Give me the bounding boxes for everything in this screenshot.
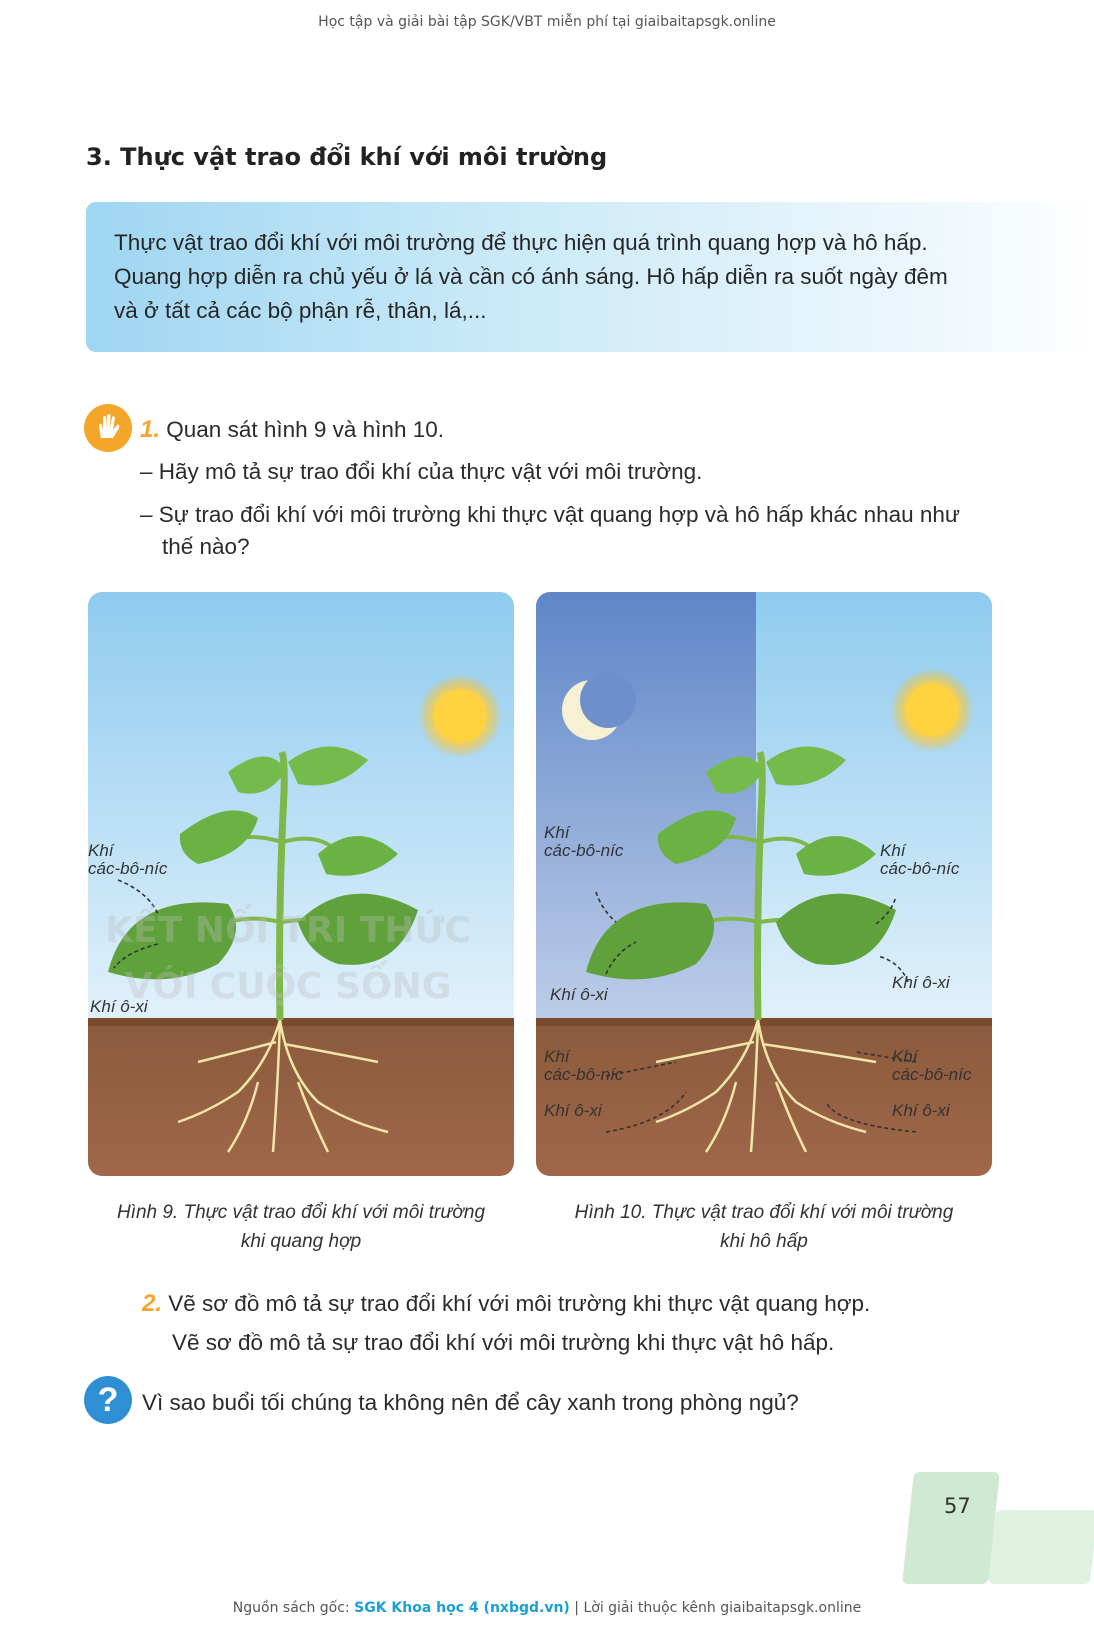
figure10-khi: Khí	[892, 1047, 918, 1066]
page-number: 57	[944, 1494, 971, 1518]
summary-line: Thực vật trao đổi khí với môi trường để thực hiện quá trình quang hợp và hô hấp.	[114, 230, 928, 255]
figure10-khi: Khí	[880, 841, 906, 860]
activity2-line2: Vẽ sơ đồ mô tả sự trao đổi khí với môi trường khi thực vật hô hấp.	[172, 1330, 835, 1355]
footer	[0, 1600, 1094, 1616]
figure9-caption-line1: Hình 9. Thực vật trao đổi khí với môi trường	[116, 1202, 486, 1223]
figure10-o2: Khí ô-xi	[550, 985, 608, 1004]
activity1-text: Quan sát hình 9 và hình 10.	[166, 417, 444, 442]
activity1-title	[140, 416, 444, 444]
footer-prefix: Nguồn sách gốc:	[232, 1600, 350, 1616]
footer-source-link[interactable]: SGK Khoa học 4 (nxbgd.vn)	[354, 1600, 570, 1616]
section-title: 3. Thực vật trao đổi khí với môi trường	[86, 143, 608, 171]
hand-icon	[84, 404, 132, 452]
watermark-line1: KẾT NỐI TRI THỨC	[105, 910, 471, 951]
summary-text	[114, 226, 994, 328]
figure10-co2: các-bô-níc	[892, 1065, 972, 1084]
figure10-caption-line1: Hình 10. Thực vật trao đổi khí với môi trường	[574, 1202, 954, 1223]
figure10-caption	[536, 1198, 992, 1256]
figure10-khi: Khí	[544, 823, 570, 842]
question-mark-icon: ?	[84, 1376, 132, 1424]
activity1-number: 1.	[140, 416, 161, 443]
figure-10	[536, 592, 992, 1176]
summary-line: Quang hợp diễn ra chủ yếu ở lá và cần có ánh sáng. Hô hấp diễn ra suốt ngày đêm	[114, 264, 948, 289]
figure10-co2: các-bô-níc	[544, 1065, 624, 1084]
activity1-bullet2-cont: thế nào?	[162, 534, 250, 559]
figure10-co2: các-bô-níc	[880, 859, 960, 878]
activity1-bullet2: – Sự trao đổi khí với môi trường khi thực vật quang hợp và hô hấp khác nhau như	[140, 502, 960, 527]
watermark-line2: VỚI CUỘC SỐNG	[124, 966, 452, 1007]
activity1-bullet1: – Hãy mô tả sự trao đổi khí của thực vật với môi trường.	[140, 459, 703, 484]
activity2-line1	[142, 1290, 870, 1318]
summary-line: và ở tất cả các bộ phận rễ, thân, lá,...	[114, 298, 487, 323]
figure10-caption-line2: khi hô hấp	[720, 1231, 808, 1252]
footer-suffix: | Lời giải thuộc kênh giaibaitapsgk.online	[574, 1600, 862, 1616]
figure9-label-o2: Khí ô-xi	[90, 997, 148, 1016]
figure-9	[88, 592, 514, 1176]
figure10-o2: Khí ô-xi	[892, 1101, 950, 1120]
question-text: Vì sao buổi tối chúng ta không nên để cây xanh trong phòng ngủ?	[142, 1390, 799, 1415]
figure10-o2: Khí ô-xi	[544, 1101, 602, 1120]
activity2-number: 2.	[142, 1290, 163, 1317]
figure10-o2: Khí ô-xi	[892, 973, 950, 992]
summary-box	[86, 202, 1094, 352]
page-tab-decor	[988, 1510, 1094, 1584]
figure10-khi: Khí	[544, 1047, 570, 1066]
figure10-co2: các-bô-níc	[544, 841, 624, 860]
figure9-label-co2-line2: các-bô-níc	[88, 859, 168, 878]
figure9-caption-line2: khi quang hợp	[240, 1231, 362, 1252]
page-tab	[902, 1472, 1000, 1584]
header-note: Học tập và giải bài tập SGK/VBT miễn phí tại giaibaitapsgk.online	[318, 14, 776, 30]
activity2-text: Vẽ sơ đồ mô tả sự trao đổi khí với môi trường khi thực vật quang hợp.	[168, 1291, 871, 1316]
figure9-caption	[88, 1198, 514, 1256]
figure9-label-co2-line1: Khí	[88, 841, 114, 860]
